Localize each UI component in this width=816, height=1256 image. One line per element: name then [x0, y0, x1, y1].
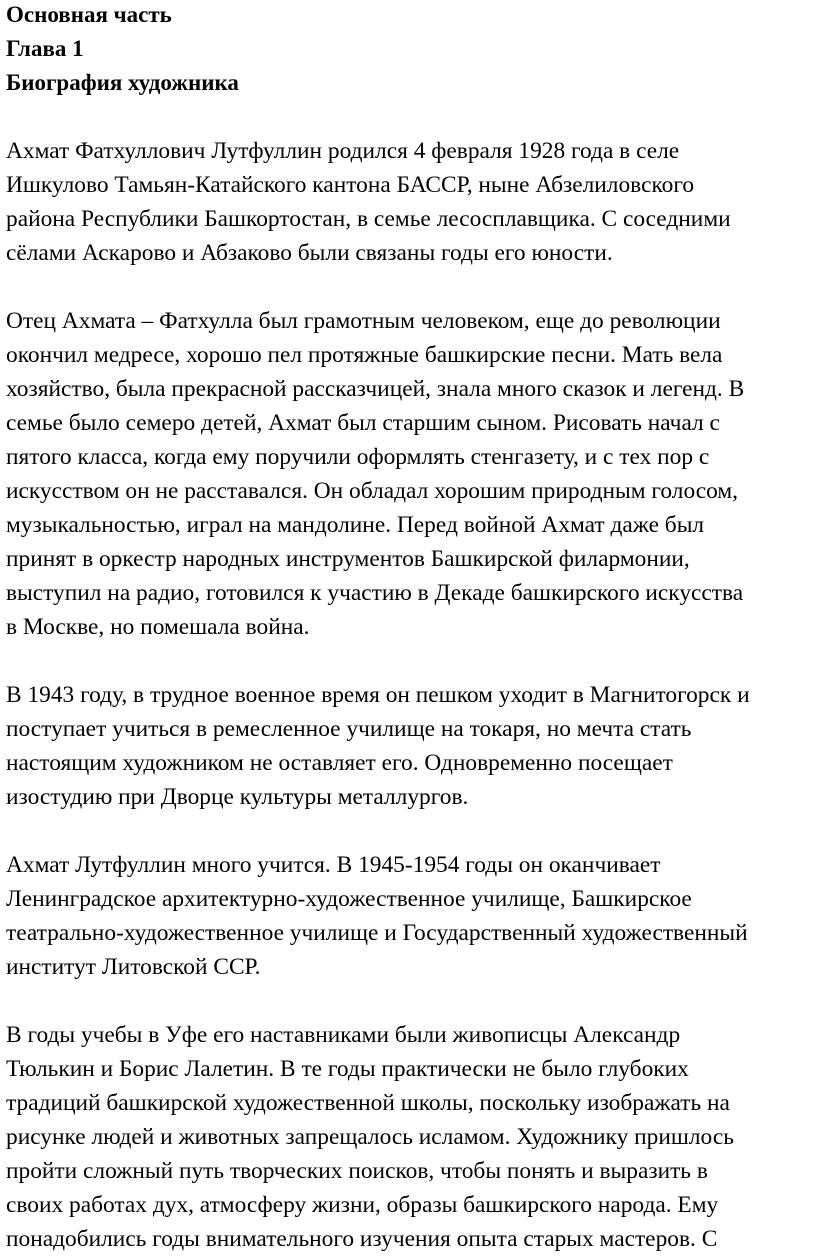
- text-line: хозяйство, была прекрасной рассказчицей, знала много сказок и легенд. В: [6, 376, 745, 402]
- text-line: Отец Ахмата – Фатхулла был грамотным человеком, еще до революции: [6, 308, 721, 334]
- paragraph-family: [6, 304, 814, 644]
- text-line: семье было семеро детей, Ахмат был старшим сыном. Рисовать начал с: [6, 410, 720, 436]
- text-line: институт Литовской ССР.: [6, 954, 261, 980]
- text-line: Ахмат Фатхуллович Лутфуллин родился 4 февраля 1928 года в селе: [6, 138, 680, 164]
- chapter-heading: Глава 1: [6, 36, 84, 61]
- document-page: [6, 0, 814, 1256]
- text-line: рисунке людей и животных запрещалось исламом. Художнику пришлось: [6, 1124, 734, 1150]
- text-line: окончил медресе, хорошо пел протяжные башкирские песни. Мать вела: [6, 342, 723, 368]
- text-line: пятого класса, когда ему поручили оформлять стенгазету, и с тех пор с: [6, 444, 710, 470]
- spacer: [6, 100, 814, 134]
- spacer: [6, 270, 814, 304]
- text-line: своих работах дух, атмосферу жизни, образы башкирского народа. Ему: [6, 1192, 719, 1218]
- text-line: Ленинградское архитектурно-художественное училище, Башкирское: [6, 886, 692, 912]
- text-line: музыкальностью, играл на мандолине. Перед войной Ахмат даже был: [6, 512, 705, 538]
- spacer: [6, 814, 814, 848]
- text-line: в Москве, но помешала война.: [6, 614, 310, 640]
- text-line: поступает учиться в ремесленное училище на токаря, но мечта стать: [6, 716, 692, 742]
- text-line: традиций башкирской художественной школы, поскольку изображать на: [6, 1090, 730, 1116]
- text-line: района Республики Башкортостан, в семье лесосплавщика. С соседними: [6, 206, 731, 232]
- spacer: [6, 984, 814, 1018]
- text-line: сёлами Аскарово и Абзаково были связаны годы его юности.: [6, 240, 613, 266]
- chapter-title: Биография художника: [6, 70, 239, 95]
- text-line: театрально-художественное училище и Государственный художественный: [6, 920, 748, 946]
- text-line: В 1943 году, в трудное военное время он пешком уходит в Магнитогорск и: [6, 682, 750, 708]
- text-line: изостудию при Дворце культуры металлургов.: [6, 784, 469, 810]
- paragraph-birth: [6, 134, 814, 270]
- text-line: принят в оркестр народных инструментов Башкирской филармонии,: [6, 546, 690, 572]
- text-line: настоящим художником не оставляет его. Одновременно посещает: [6, 750, 673, 776]
- text-line: Ахмат Лутфуллин много учится. В 1945-1954 годы он оканчивает: [6, 852, 661, 878]
- text-line: понадобились годы внимательного изучения опыта старых мастеров. С: [6, 1226, 718, 1252]
- text-line: Ишкулово Тамьян-Катайского кантона БАССР, ныне Абзелиловского: [6, 172, 695, 198]
- text-line: пройти сложный путь творческих поисков, чтобы понять и выразить в: [6, 1158, 708, 1184]
- section-heading: Основная часть: [6, 2, 172, 27]
- text-line: искусством он не расставался. Он обладал хорошим природным голосом,: [6, 478, 739, 504]
- text-line: выступил на радио, готовился к участию в Декаде башкирского искусства: [6, 580, 744, 606]
- paragraph-mentors: [6, 1018, 814, 1256]
- text-line: Тюлькин и Борис Лалетин. В те годы практически не было глубоких: [6, 1056, 689, 1082]
- text-line: В годы учебы в Уфе его наставниками были живописцы Александр: [6, 1022, 681, 1048]
- spacer: [6, 644, 814, 678]
- paragraph-education: [6, 848, 814, 984]
- paragraph-magnitogorsk: [6, 678, 814, 814]
